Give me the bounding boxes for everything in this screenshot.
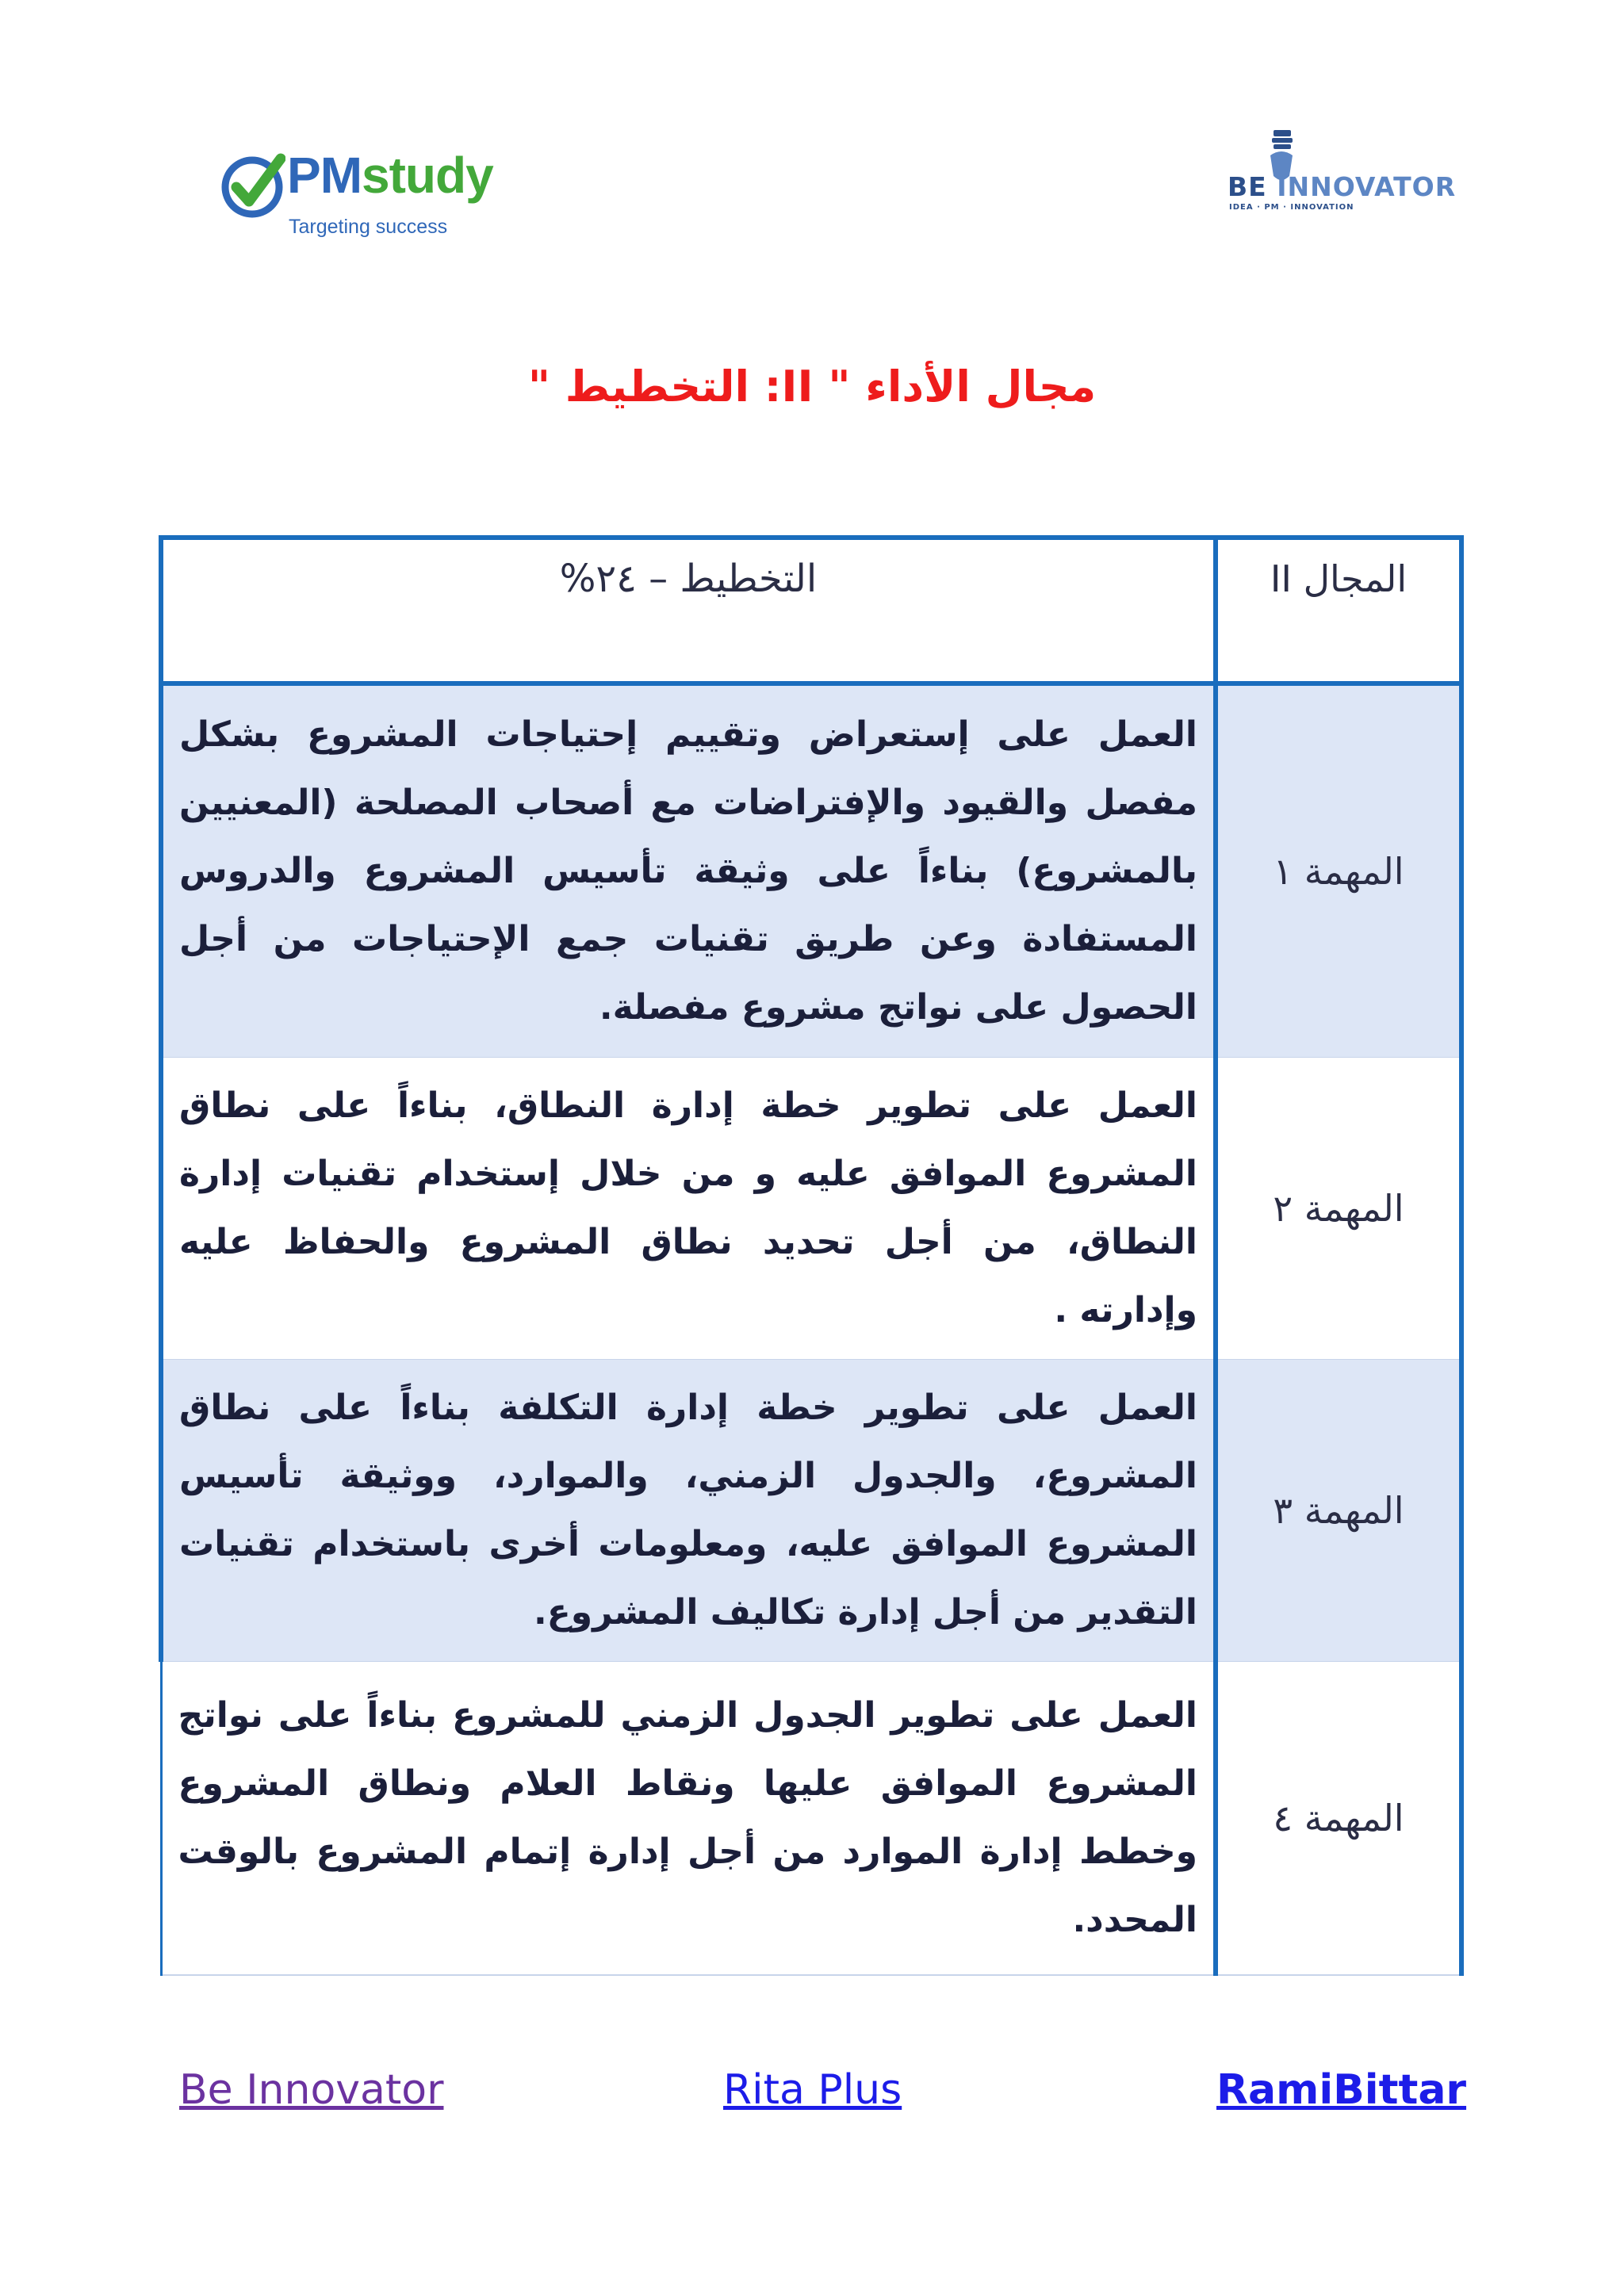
table-header-row	[161, 538, 1461, 683]
table-row	[161, 683, 1461, 1058]
task-description: العمل على تطوير خطة إدارة النطاق، بناءاً على نطاق المشروع الموافق عليه و من خلال إستخدام تقنيات إدارة النطاق، من أجل تحديد نطاق المشروع والحفاظ عليه وإدارته .	[161, 1058, 1216, 1360]
table-row	[161, 1058, 1461, 1360]
pmstudy-check-icon	[219, 152, 285, 219]
task-label: المهمة ٤	[1216, 1662, 1461, 1976]
task-description: العمل على تطوير الجدول الزمني للمشروع بناءاً على نواتج المشروع الموافق عليها ونقاط العلام ونطاق المشروع وخطط إدارة الموارد من أجل إدارة إتمام المشروع بالوقت المحدد.	[161, 1662, 1216, 1976]
be-innovator-wordmark: BE INNOVATOR	[1228, 171, 1457, 202]
task-label: المهمة ١	[1216, 683, 1461, 1058]
task-description: العمل على إستعراض وتقييم إحتياجات المشروع بشكل مفصل والقيود والإفتراضات مع أصحاب المصلحة (المعنيين بالمشروع) بناءاً على وثيقة تأسيس المشروع والدروس المستفادة وعن طريق تقنيات جمع الإحتياجات من أجل الحصول على نواتج مشروع مفصلة.	[161, 683, 1216, 1058]
table-row	[161, 1662, 1461, 1976]
domain-tasks-table	[159, 535, 1464, 1976]
domain-label-cell: المجال II	[1216, 538, 1461, 683]
rita-plus-link[interactable]: Rita Plus	[723, 2066, 902, 2114]
table-row	[161, 1360, 1461, 1662]
task-label: المهمة ٣	[1216, 1360, 1461, 1662]
pmstudy-tagline: Targeting success	[289, 216, 448, 238]
task-description: العمل على تطوير خطة إدارة التكلفة بناءاً على نطاق المشروع، والجدول الزمني، والموارد، ووثيقة تأسيس المشروع الموافق عليه، ومعلومات أخرى باستخدام تقنيات التقدير من أجل إدارة تكاليف المشروع.	[161, 1360, 1216, 1662]
be-innovator-link[interactable]: Be Innovator	[179, 2066, 444, 2114]
domain-title-cell: التخطيط – ٢٤%	[161, 538, 1216, 683]
be-innovator-logo	[1228, 128, 1457, 216]
pmstudy-name: PMstudy	[287, 147, 493, 204]
pmstudy-logo	[219, 147, 520, 246]
be-innovator-subtitle: IDEA · PM · INNOVATION	[1229, 203, 1354, 212]
page-title: مجال الأداء " II: التخطيط "	[527, 362, 1097, 412]
task-label: المهمة ٢	[1216, 1058, 1461, 1360]
rami-bittar-link[interactable]: RamiBittar	[1216, 2066, 1467, 2114]
